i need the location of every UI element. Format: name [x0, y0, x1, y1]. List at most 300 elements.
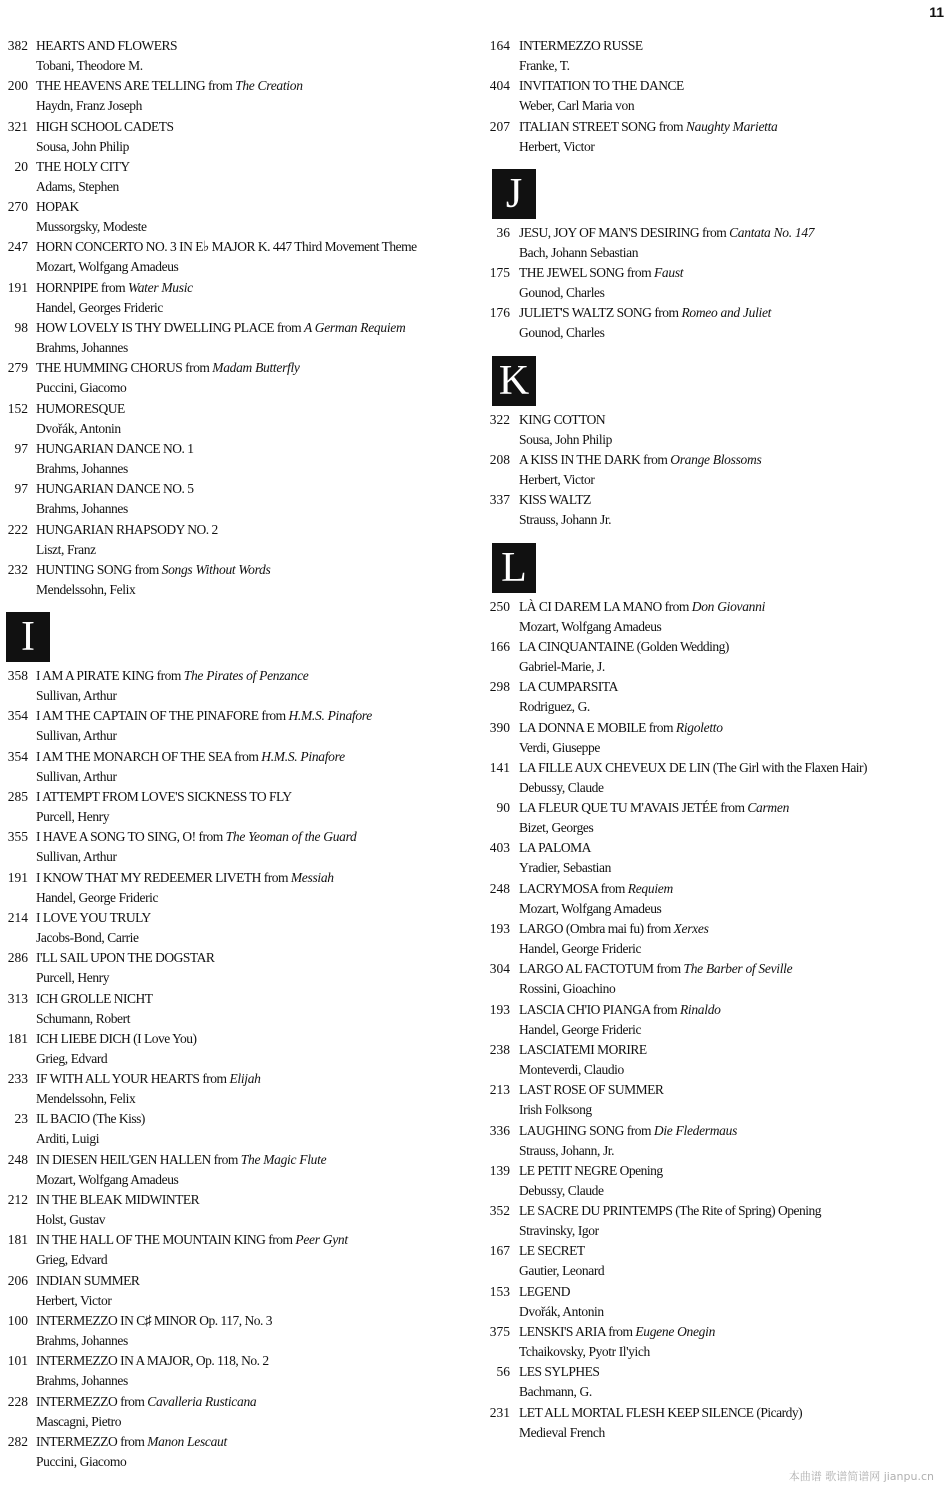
from-connector: from — [265, 1231, 296, 1248]
song-title — [36, 746, 345, 767]
song-title — [519, 450, 761, 471]
song-title-text: LASCIATEMI MORIRE — [519, 1041, 647, 1058]
page-ref: 164 — [489, 38, 510, 53]
song-title — [519, 919, 709, 940]
index-entry — [0, 1190, 470, 1230]
page-ref: 282 — [7, 1433, 28, 1449]
page-ref: 238 — [489, 1041, 510, 1057]
song-title-text: JULIET'S WALTZ SONG — [519, 305, 652, 321]
source-work: Carmen — [747, 799, 790, 816]
source-work: Madam Butterfly — [212, 359, 300, 376]
composer-name: Grieg, Edvard — [36, 1252, 108, 1268]
index-entry — [0, 278, 470, 318]
from-connector: from — [661, 598, 692, 615]
index-entry — [486, 677, 946, 717]
source-work: Xerxes — [673, 920, 709, 937]
from-connector: from — [199, 1070, 230, 1087]
composer-name: Puccini, Giacomo — [36, 1453, 127, 1469]
composer-name: Monteverdi, Claudio — [519, 1061, 624, 1077]
index-entry — [0, 706, 470, 746]
composer-name: Bach, Johann Sebastian — [519, 244, 639, 260]
section-header-l — [486, 531, 946, 597]
page-ref: 382 — [7, 38, 28, 53]
composer-name: Debussy, Claude — [519, 1182, 604, 1198]
page-ref: 181 — [7, 1232, 28, 1248]
song-title — [36, 1230, 348, 1251]
page-ref: 207 — [489, 118, 510, 134]
page-ref: 247 — [7, 239, 28, 255]
index-entry — [486, 1040, 946, 1080]
right-entries-j — [486, 223, 946, 344]
page-ref: 248 — [489, 880, 510, 896]
page-ref: 233 — [7, 1071, 28, 1087]
page-ref: 358 — [7, 668, 28, 684]
song-title-text: INTERMEZZO RUSSE — [519, 37, 643, 54]
song-title-text: HUNGARIAN DANCE NO. 1 — [36, 440, 194, 457]
index-entry — [0, 1311, 470, 1351]
index-entry — [486, 1282, 946, 1322]
composer-name: Sullivan, Arthur — [36, 849, 117, 865]
index-entry — [0, 747, 470, 787]
page-ref: 141 — [489, 759, 510, 775]
index-entry — [0, 1029, 470, 1069]
source-work: Peer Gynt — [295, 1231, 348, 1248]
song-title-text: I'LL SAIL UPON THE DOGSTAR — [36, 949, 215, 966]
composer-name: Bizet, Georges — [519, 820, 594, 836]
song-title — [36, 116, 174, 137]
song-title-text: LENSKI'S ARIA — [519, 1323, 606, 1340]
song-title-text: JESU, JOY OF MAN'S DESIRING — [519, 224, 700, 241]
index-entry — [486, 597, 946, 637]
index-entry — [0, 827, 470, 867]
song-title — [519, 636, 729, 657]
from-connector: from — [117, 1393, 148, 1409]
right-entries-k — [486, 410, 946, 531]
page-ref: 90 — [496, 800, 510, 816]
page-ref: 222 — [7, 521, 28, 537]
song-title — [519, 1201, 821, 1222]
page-ref: 352 — [489, 1203, 510, 1219]
index-entry — [486, 1241, 946, 1281]
page-ref: 97 — [14, 440, 28, 456]
song-title-text: IL BACIO (The Kiss) — [36, 1111, 145, 1127]
index-entry — [0, 117, 470, 157]
index-entry — [486, 450, 946, 490]
composer-name: Brahms, Johannes — [36, 501, 128, 517]
source-work: Don Giovanni — [691, 598, 766, 615]
composer-name: Franke, T. — [519, 58, 570, 73]
page-number: 11 — [929, 4, 944, 20]
source-work: Manon Lescaut — [147, 1433, 227, 1450]
page-ref: 279 — [7, 360, 28, 376]
composer-name: Mozart, Wolfgang Amadeus — [36, 1171, 179, 1187]
from-connector: from — [623, 1122, 654, 1138]
index-entry — [486, 758, 946, 798]
page-ref: 36 — [496, 224, 510, 240]
index-entry — [486, 1000, 946, 1040]
song-title — [519, 999, 721, 1020]
index-entry — [486, 919, 946, 959]
page-ref: 23 — [14, 1111, 28, 1127]
page-ref: 98 — [14, 320, 28, 336]
song-title — [519, 36, 643, 57]
composer-name: Schumann, Robert — [36, 1010, 131, 1026]
song-title-text: LAUGHING SONG — [519, 1122, 624, 1138]
source-work: A German Requiem — [304, 319, 406, 336]
index-entry — [0, 439, 470, 479]
page-ref: 176 — [489, 305, 510, 321]
song-title — [519, 1281, 570, 1302]
song-title-text: LARGO (Ombra mai fu) — [519, 920, 644, 937]
song-title — [519, 717, 723, 738]
index-entry — [0, 520, 470, 560]
page-ref: 191 — [7, 869, 28, 885]
source-work: The Pirates of Penzance — [183, 667, 309, 684]
index-entry — [486, 303, 946, 343]
composer-name: Debussy, Claude — [519, 779, 604, 795]
page-ref: 375 — [489, 1324, 510, 1340]
from-connector: from — [131, 561, 162, 578]
song-title — [519, 76, 684, 97]
song-title-text: KISS WALTZ — [519, 491, 591, 508]
composer-name: Purcell, Henry — [36, 809, 110, 825]
song-title-text: LA CINQUANTAINE (Golden Wedding) — [519, 638, 729, 655]
song-title — [36, 277, 193, 298]
page-ref: 228 — [7, 1393, 28, 1409]
page-ref: 213 — [489, 1082, 510, 1098]
composer-name: Brahms, Johannes — [36, 1373, 128, 1389]
page-ref: 56 — [496, 1364, 510, 1380]
index-entry — [0, 1230, 470, 1270]
composer-name: Handel, Georges Frideric — [36, 299, 163, 315]
song-title — [36, 438, 194, 459]
from-connector: from — [260, 869, 291, 885]
from-connector: from — [195, 828, 226, 845]
song-title — [519, 116, 778, 137]
song-title — [519, 1120, 737, 1141]
song-title-text: LA DONNA E MOBILE — [519, 719, 646, 735]
from-connector: from — [717, 799, 748, 816]
index-entry — [486, 490, 946, 530]
composer-name: Tchaikovsky, Pyotr Il'yich — [519, 1344, 650, 1360]
song-title — [36, 1431, 227, 1452]
song-title-text: HIGH SCHOOL CADETS — [36, 118, 174, 134]
page-ref: 403 — [489, 840, 510, 856]
song-title — [519, 677, 618, 698]
left-entries-i — [0, 666, 470, 1472]
index-entry — [0, 1392, 470, 1432]
composer-name: Herbert, Victor — [519, 472, 595, 488]
song-title-text: I HAVE A SONG TO SING, O! — [36, 828, 196, 845]
song-title-text: LACRYMOSA — [519, 880, 598, 897]
page-ref: 336 — [489, 1122, 510, 1138]
index-entry — [486, 263, 946, 303]
from-connector: from — [699, 224, 730, 241]
index-entry — [486, 838, 946, 878]
song-title-text: I AM THE MONARCH OF THE SEA — [36, 748, 232, 765]
song-title — [36, 519, 218, 540]
song-title-text: I KNOW THAT MY REDEEMER LIVETH — [36, 869, 261, 885]
source-work: Romeo and Juliet — [681, 305, 772, 321]
page-ref: 232 — [7, 561, 28, 577]
from-connector: from — [645, 719, 676, 735]
song-title-text: LE SECRET — [519, 1243, 585, 1259]
source-work: Requiem — [627, 880, 673, 897]
section-letter-k: K — [492, 356, 536, 406]
song-title-text: LA FILLE AUX CHEVEUX DE LIN (The Girl with the Flaxen Hair) — [519, 759, 868, 776]
composer-name: Tobani, Theodore M. — [36, 58, 143, 73]
composer-name: Handel, George Frideric — [519, 941, 642, 957]
song-title-text: INTERMEZZO — [36, 1393, 118, 1409]
index-entry — [486, 36, 946, 76]
song-title — [36, 197, 79, 218]
index-entry — [486, 76, 946, 116]
page-ref: 337 — [489, 492, 510, 508]
song-title — [519, 303, 771, 324]
from-connector: from — [623, 264, 654, 281]
song-title — [36, 358, 300, 379]
song-title-text: ICH LIEBE DICH (I Love You) — [36, 1030, 197, 1047]
song-title-text: LÀ CI DAREM LA MANO — [519, 598, 662, 615]
song-title — [36, 559, 270, 580]
song-title-text: LE SACRE DU PRINTEMPS (The Rite of Spring) Opening — [519, 1202, 821, 1219]
from-connector: from — [210, 1151, 241, 1168]
song-title-text: INVITATION TO THE DANCE — [519, 77, 684, 94]
composer-name: Dvořák, Antonin — [519, 1303, 604, 1319]
from-connector: from — [258, 708, 289, 724]
composer-name: Herbert, Victor — [36, 1292, 112, 1308]
index-entry — [0, 1069, 470, 1109]
song-title-text: LE PETIT NEGRE Opening — [519, 1162, 663, 1179]
page-ref: 214 — [7, 909, 28, 925]
index-entry — [0, 36, 470, 76]
index-entry — [0, 479, 470, 519]
index-entry — [486, 1080, 946, 1120]
song-title — [36, 787, 292, 808]
index-entry — [0, 76, 470, 116]
song-title-text: HORN CONCERTO NO. 3 IN E♭ MAJOR K. 447 Third Movement Theme — [36, 239, 417, 255]
composer-name: Mendelssohn, Felix — [36, 581, 136, 597]
song-title-text: INTERMEZZO IN A MAJOR, Op. 118, No. 2 — [36, 1352, 269, 1369]
song-title — [36, 1310, 272, 1331]
index-entry — [486, 959, 946, 999]
page-ref: 298 — [489, 679, 510, 695]
page-ref: 191 — [7, 279, 28, 295]
source-work: Water Music — [128, 279, 193, 296]
composer-name: Mendelssohn, Felix — [36, 1091, 136, 1107]
song-title — [36, 1391, 256, 1412]
index-entry — [0, 948, 470, 988]
from-connector: from — [205, 77, 236, 94]
index-entry — [0, 666, 470, 706]
song-title-text: HORNPIPE — [36, 279, 99, 296]
index-entry — [0, 237, 470, 277]
from-connector: from — [597, 880, 628, 897]
song-title-text: INTERMEZZO — [36, 1433, 118, 1450]
song-title — [36, 1149, 326, 1170]
composer-name: Brahms, Johannes — [36, 340, 128, 356]
left-column — [0, 36, 470, 1472]
composer-name: Rossini, Gioachino — [519, 981, 616, 997]
right-column — [486, 36, 946, 1443]
song-title-text: HOPAK — [36, 198, 79, 215]
from-connector: from — [653, 960, 684, 977]
page-ref: 175 — [489, 265, 510, 281]
index-entry — [0, 318, 470, 358]
index-entry — [0, 787, 470, 827]
song-title — [519, 798, 789, 819]
source-work: Messiah — [290, 869, 334, 885]
composer-name: Grieg, Edvard — [36, 1050, 108, 1066]
index-entry — [0, 399, 470, 439]
index-entry — [486, 798, 946, 838]
page-ref: 152 — [7, 400, 28, 416]
source-work: Rigoletto — [675, 719, 723, 735]
source-work: Die Fledermaus — [653, 1122, 738, 1138]
composer-name: Gounod, Charles — [519, 285, 605, 301]
index-entry — [486, 1161, 946, 1201]
song-title — [36, 907, 151, 928]
index-entry — [0, 1351, 470, 1391]
from-connector: from — [98, 279, 129, 296]
page-ref: 248 — [7, 1151, 28, 1167]
song-title — [36, 666, 308, 687]
index-entry — [486, 117, 946, 157]
index-entry — [0, 197, 470, 237]
index-entry — [486, 1121, 946, 1161]
page-ref: 286 — [7, 950, 28, 966]
page-ref: 285 — [7, 789, 28, 805]
composer-name: Sullivan, Arthur — [36, 688, 117, 704]
song-title-text: LET ALL MORTAL FLESH KEEP SILENCE (Picardy) — [519, 1404, 803, 1420]
composer-name: Mozart, Wolfgang Amadeus — [519, 618, 662, 634]
composer-name: Sousa, John Philip — [36, 138, 129, 154]
song-title — [519, 596, 765, 617]
song-title-text: LEGEND — [519, 1283, 570, 1300]
from-connector: from — [643, 920, 674, 937]
song-title — [519, 1080, 663, 1101]
song-title-text: INTERMEZZO IN C♯ MINOR Op. 117, No. 3 — [36, 1312, 272, 1329]
composer-name: Handel, George Frideric — [36, 889, 159, 905]
right-entries-i — [486, 36, 946, 157]
from-connector: from — [651, 305, 682, 321]
composer-name: Handel, George Frideric — [519, 1021, 642, 1037]
composer-name: Mozart, Wolfgang Amadeus — [36, 259, 179, 275]
song-title — [36, 1069, 261, 1090]
composer-name: Purcell, Henry — [36, 970, 110, 986]
composer-name: Verdi, Giuseppe — [519, 739, 600, 755]
song-title — [519, 1362, 599, 1383]
from-connector: from — [655, 118, 686, 134]
song-title-text: LARGO AL FACTOTUM — [519, 960, 654, 977]
section-letter-l: L — [492, 543, 536, 593]
page-ref: 404 — [489, 78, 510, 94]
composer-name: Herbert, Victor — [519, 138, 595, 154]
composer-name: Weber, Carl Maria von — [519, 98, 635, 114]
page-ref: 139 — [489, 1162, 510, 1178]
song-title-text: I ATTEMPT FROM LOVE'S SICKNESS TO FLY — [36, 788, 292, 805]
page-ref: 354 — [7, 708, 28, 724]
composer-name: Rodriguez, G. — [519, 699, 590, 715]
index-entry — [0, 908, 470, 948]
source-work: Cavalleria Rusticana — [147, 1393, 257, 1409]
song-title-text: THE HOLY CITY — [36, 158, 130, 175]
song-title — [36, 479, 194, 500]
composer-name: Strauss, Johann, Jr. — [519, 1142, 615, 1158]
song-title — [519, 1322, 715, 1343]
index-entry — [486, 879, 946, 919]
index-entry — [486, 637, 946, 677]
page-ref: 390 — [489, 719, 510, 735]
song-title — [519, 263, 683, 284]
song-title-text: LASCIA CH'IO PIANGA — [519, 1001, 650, 1017]
song-title-text: ICH GROLLE NICHT — [36, 990, 153, 1006]
page-ref: 313 — [7, 990, 28, 1006]
song-title — [36, 948, 214, 969]
composer-name: Sousa, John Philip — [519, 431, 612, 447]
index-entry — [0, 1271, 470, 1311]
index-entry — [486, 1362, 946, 1402]
page-ref: 355 — [7, 829, 28, 845]
from-connector: from — [274, 319, 304, 336]
composer-name: Brahms, Johannes — [36, 460, 128, 476]
composer-name: Dvořák, Antonin — [36, 420, 121, 436]
index-entry — [486, 223, 946, 263]
page-ref: 206 — [7, 1272, 28, 1288]
source-work: The Magic Flute — [240, 1151, 327, 1168]
song-title — [36, 1190, 199, 1211]
source-work: Eugene Onegin — [635, 1323, 716, 1340]
source-work: The Yeoman of the Guard — [225, 828, 357, 845]
source-work: Faust — [653, 264, 684, 281]
composer-name: Mozart, Wolfgang Amadeus — [519, 900, 662, 916]
page-ref: 193 — [489, 921, 510, 937]
source-work: Songs Without Words — [161, 561, 271, 578]
section-letter-j: J — [492, 169, 536, 219]
song-title-text: I LOVE YOU TRULY — [36, 909, 151, 926]
song-title — [519, 1241, 585, 1262]
source-work: H.M.S. Pinafore — [261, 748, 345, 765]
index-entry — [486, 1201, 946, 1241]
song-title — [36, 1351, 269, 1372]
from-connector: from — [117, 1433, 148, 1450]
composer-name: Holst, Gustav — [36, 1212, 106, 1228]
composer-name: Jacobs-Bond, Carrie — [36, 929, 139, 945]
source-work: Orange Blossoms — [670, 451, 762, 468]
composer-name: Yradier, Sebastian — [519, 860, 611, 876]
section-header-k — [486, 344, 946, 410]
source-work: Elijah — [229, 1070, 261, 1087]
page-ref: 321 — [7, 118, 28, 134]
song-title — [519, 222, 814, 243]
composer-name: Arditi, Luigi — [36, 1131, 100, 1147]
song-title — [519, 838, 591, 859]
page-ref: 208 — [489, 452, 510, 468]
song-title — [36, 76, 303, 97]
song-title — [36, 988, 153, 1009]
section-letter-i: I — [6, 612, 50, 662]
song-title-text: INDIAN SUMMER — [36, 1272, 140, 1288]
song-title — [36, 1270, 139, 1291]
index-entry — [0, 157, 470, 197]
from-connector: from — [640, 451, 671, 468]
from-connector: from — [605, 1323, 636, 1340]
song-title — [519, 1160, 663, 1181]
song-title-text: KING COTTON — [519, 411, 606, 428]
song-title-text: IN THE BLEAK MIDWINTER — [36, 1191, 200, 1208]
composer-name: Mascagni, Pietro — [36, 1413, 122, 1429]
song-title — [519, 878, 673, 899]
